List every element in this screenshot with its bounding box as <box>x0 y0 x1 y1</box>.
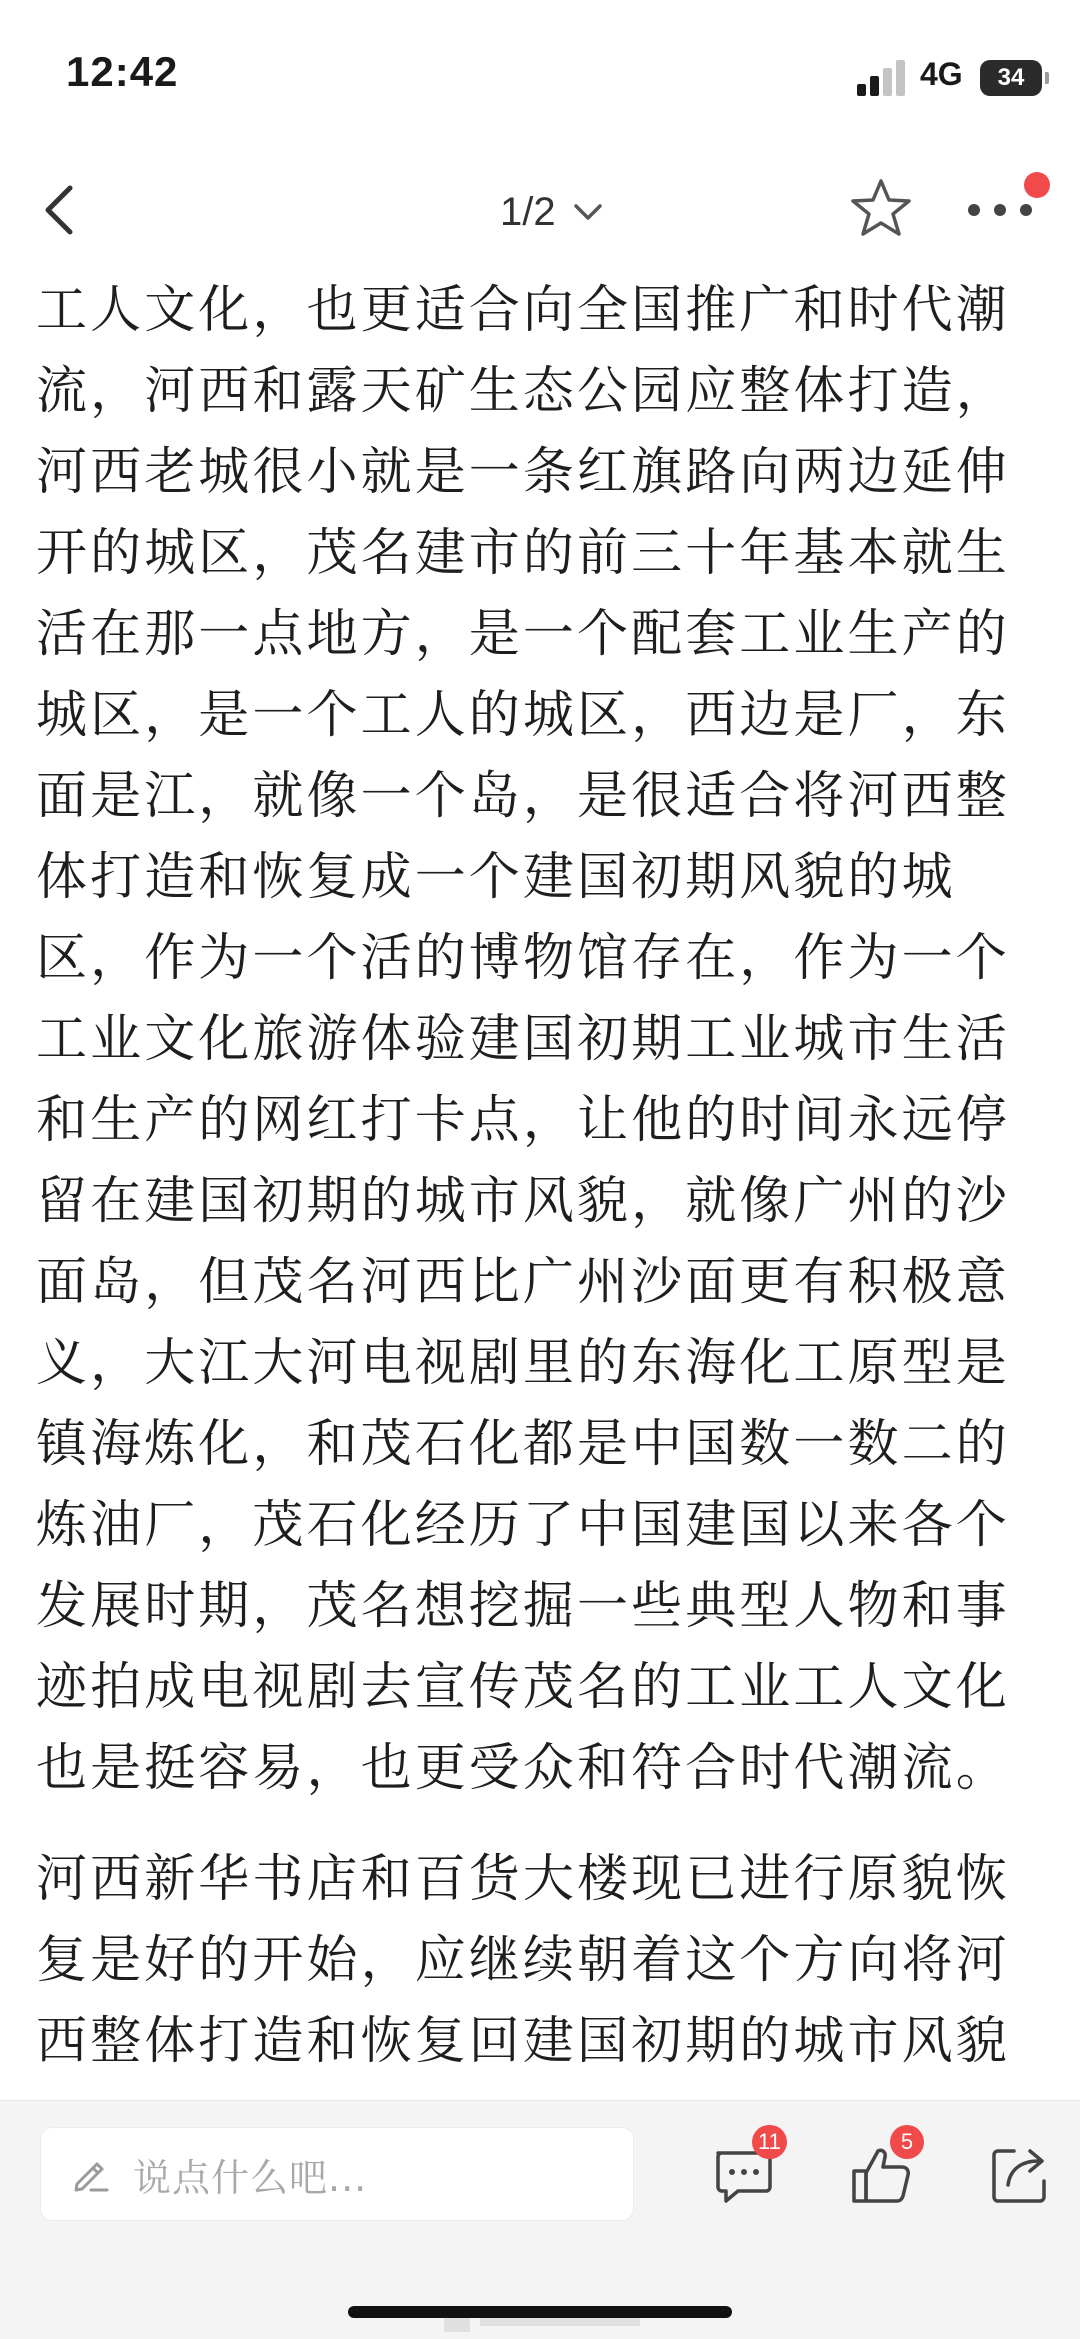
article-paragraph: 河西新华书店和百货大楼现已进行原貌恢复是好的开始，应继续朝着这个方向将河西整体打造和恢复回建国初期的城市风貌 <box>36 1850 1010 2071</box>
chevron-down-icon <box>570 194 606 230</box>
comment-button[interactable] <box>708 2129 781 2211</box>
signal-strength-icon <box>857 60 907 96</box>
status-bar <box>0 0 1080 160</box>
network-type: 4G <box>920 56 963 92</box>
back-button[interactable] <box>30 178 94 242</box>
home-indicator[interactable] <box>348 2306 732 2318</box>
favorite-button[interactable] <box>848 176 914 242</box>
battery-icon: 34 <box>980 60 1042 96</box>
status-time: 12:42 <box>66 48 179 95</box>
article-paragraph: 工人文化，也更适合向全国推广和时代潮流，河西和露天矿生态公园应整体打造，河西老城很小就是一条红旗路向两边延伸开的城区，茂名建市的前三十年基本就生活在那一点地方，是一个配套工业生产的城区，是一个工人的城区，西边是厂，东面是江，就像一个岛，是很适合将河西整体打造和恢复成一个建国初期风貌的城区，作为一个活的博物馆存在，作为一个工业文化旅游体验建国初期工业城市生活和生产的网红打卡点，让他的时间永远停留在建国初期的城市风貌，就像广州的沙面岛，但茂名河西比广州沙面更有积极意义，大江大河电视剧里的东海化工原型是镇海炼化，和茂石化都是中国数一数二的炼油厂，茂石化经历了中国建国以来各个发展时期，茂名想挖掘一些典型人物和事迹拍成电视剧去宣传茂名的工业工人文化也是挺容易，也更受众和符合时代潮流。 <box>36 281 1010 1798</box>
pencil-icon <box>69 2152 113 2196</box>
comment-input[interactable] <box>40 2127 634 2221</box>
share-button[interactable] <box>984 2139 1056 2211</box>
notification-dot <box>1024 172 1050 198</box>
nav-bar <box>0 160 1080 260</box>
page-selector[interactable] <box>500 182 606 242</box>
star-icon <box>848 176 914 242</box>
like-count-badge: 5 <box>890 2125 924 2159</box>
back-arrow-icon <box>30 178 94 242</box>
more-dots-icon <box>964 188 1036 232</box>
share-icon <box>984 2139 1056 2211</box>
like-button[interactable] <box>846 2129 918 2211</box>
comment-placeholder: 说点什么吧... <box>133 2155 368 2200</box>
comment-count-badge: 11 <box>752 2125 787 2159</box>
page-indicator-text: 1/2 <box>500 189 556 234</box>
more-button[interactable] <box>964 188 1036 232</box>
battery-cap <box>1045 72 1049 84</box>
article-body <box>36 270 1046 2082</box>
